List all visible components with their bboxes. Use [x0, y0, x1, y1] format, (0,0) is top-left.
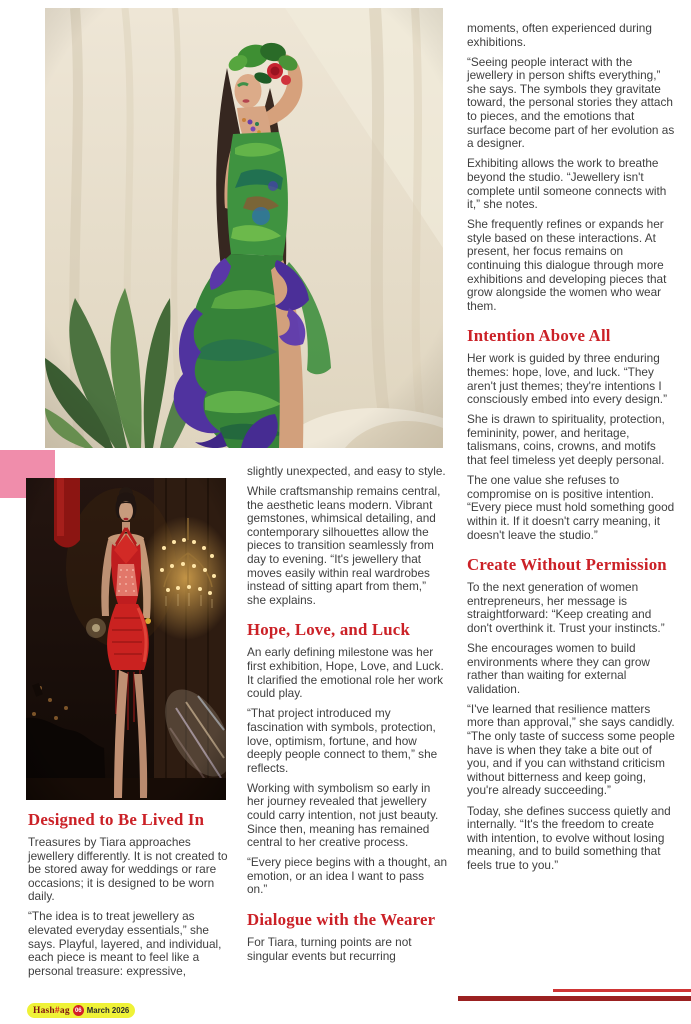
- body-paragraph: While craftsmanship remains central, the aesthetic leans modern. Vibrant gemstones, whimsical detailing, and contemporary silhouettes allow the pieces to transition seamlessly from day to evening. “It's jewellery that moves easily within real wardrobes instead of sitting apart from them,” she explains.: [247, 484, 441, 607]
- hash-icon: #: [54, 1005, 60, 1016]
- body-paragraph: Working with symbolism so early in her journey revealed that jewellery could carry intention, not just beauty. Since then, meaning has remained central to her creative process.: [247, 780, 439, 850]
- photo-green-dress-model: [45, 8, 443, 448]
- body-paragraph: Exhibiting allows the work to breathe beyond the studio. “Jewellery isn't complete until someone connects with it,” she notes.: [467, 156, 667, 212]
- left-column: [28, 810, 230, 985]
- photo-red-dress-runway: [26, 478, 226, 800]
- magazine-name-post: ag: [59, 1005, 70, 1016]
- body-paragraph: She encourages women to build environments where they can grow rather than waiting for external validation.: [467, 640, 650, 696]
- body-paragraph: For Tiara, turning points are not singular events but recurring: [247, 935, 412, 963]
- section-heading-create-without-permission: Create Without Permission: [467, 555, 667, 575]
- magazine-name-pre: Hash: [33, 1005, 55, 1016]
- body-paragraph: The one value she refuses to compromise on is positive intention. “Every piece must hold something good within it. If it doesn't carry meaning, it doesn't leave the studio.”: [467, 473, 675, 542]
- red-dress-illustration: [26, 478, 226, 800]
- body-paragraph: Treasures by Tiara approaches jewellery differently. It is not created to be stored away for weddings or rare occasions; it is designed to be worn daily.: [28, 835, 228, 904]
- body-paragraph: “The idea is to treat jewellery as elevated everyday essentials,” she says. Playful, layered, and individual, each piece is meant to feel like a personal treasure: expressive,: [28, 909, 222, 978]
- body-paragraph: “Seeing people interact with the jewellery in person shifts everything,” she says. The symbols they gravitate toward, the personal stories they attach to pieces, and the emotions that surface become part of her evolution as a designer.: [467, 54, 675, 151]
- body-paragraph: An early defining milestone was her first exhibition, Hope, Love, and Luck. It clarified the emotional role her work could play.: [247, 645, 444, 701]
- body-paragraph: She is drawn to spirituality, protection, femininity, power, and heritage, talismans, coins, crowns, and motifs that feel timeless yet deeply personal.: [467, 412, 665, 468]
- magazine-name: [33, 1006, 70, 1016]
- body-paragraph: She frequently refines or expands her style based on these interactions. At present, her focus remains on continuing this dialogue through more exhibitions and developing pieces that grow alongside the women who wear them.: [467, 217, 667, 313]
- green-dress-illustration: [45, 8, 443, 448]
- page-number-badge: 06: [73, 1005, 84, 1016]
- body-paragraph: “Every piece begins with a thought, an emotion, or an idea I want to pass on.”: [247, 855, 448, 897]
- issue-date: March 2026: [86, 1006, 130, 1015]
- section-heading-hope-love-and-luck: Hope, Love, and Luck: [247, 620, 410, 640]
- middle-column: [247, 465, 447, 970]
- section-heading-intention-above-all: Intention Above All: [467, 326, 611, 346]
- body-paragraph: To the next generation of women entrepreneurs, her message is straightforward: “Keep creating and don't overthink it. Trust your instincts.”: [467, 580, 665, 635]
- section-heading-dialogue-with-the-wearer: Dialogue with the Wearer: [247, 910, 436, 930]
- body-paragraph: Today, she defines success quietly and internally. “It's the freedom to create with intention, to evolve without losing meaning, and to build something that feels true to you.”: [467, 803, 671, 872]
- body-paragraph: “That project introduced my fascination with symbols, protection, love, optimism, fortune, and how deeply people connect to them,” she reflects.: [247, 706, 438, 775]
- red-rule-thick: [458, 996, 691, 1001]
- right-column: [467, 22, 675, 879]
- section-heading-designed-to-be-lived-in: Designed to Be Lived In: [28, 810, 205, 829]
- red-rule-thin: [553, 989, 691, 992]
- body-paragraph: slightly unexpected, and easy to style.: [247, 464, 446, 478]
- body-paragraph: moments, often experienced during exhibitions.: [467, 21, 652, 49]
- body-paragraph: “I've learned that resilience matters more than approval,” she says candidly. “The only taste of success some people have is when they take a bite out of you, and if you can withstand criticism without bitterness and keep going, you're already succeeding.”: [467, 701, 675, 798]
- body-paragraph: Her work is guided by three enduring themes: hope, love, and luck. “They aren't just themes; they're intentions I consciously embed into every design.”: [467, 351, 667, 407]
- magazine-logo: [27, 1003, 135, 1018]
